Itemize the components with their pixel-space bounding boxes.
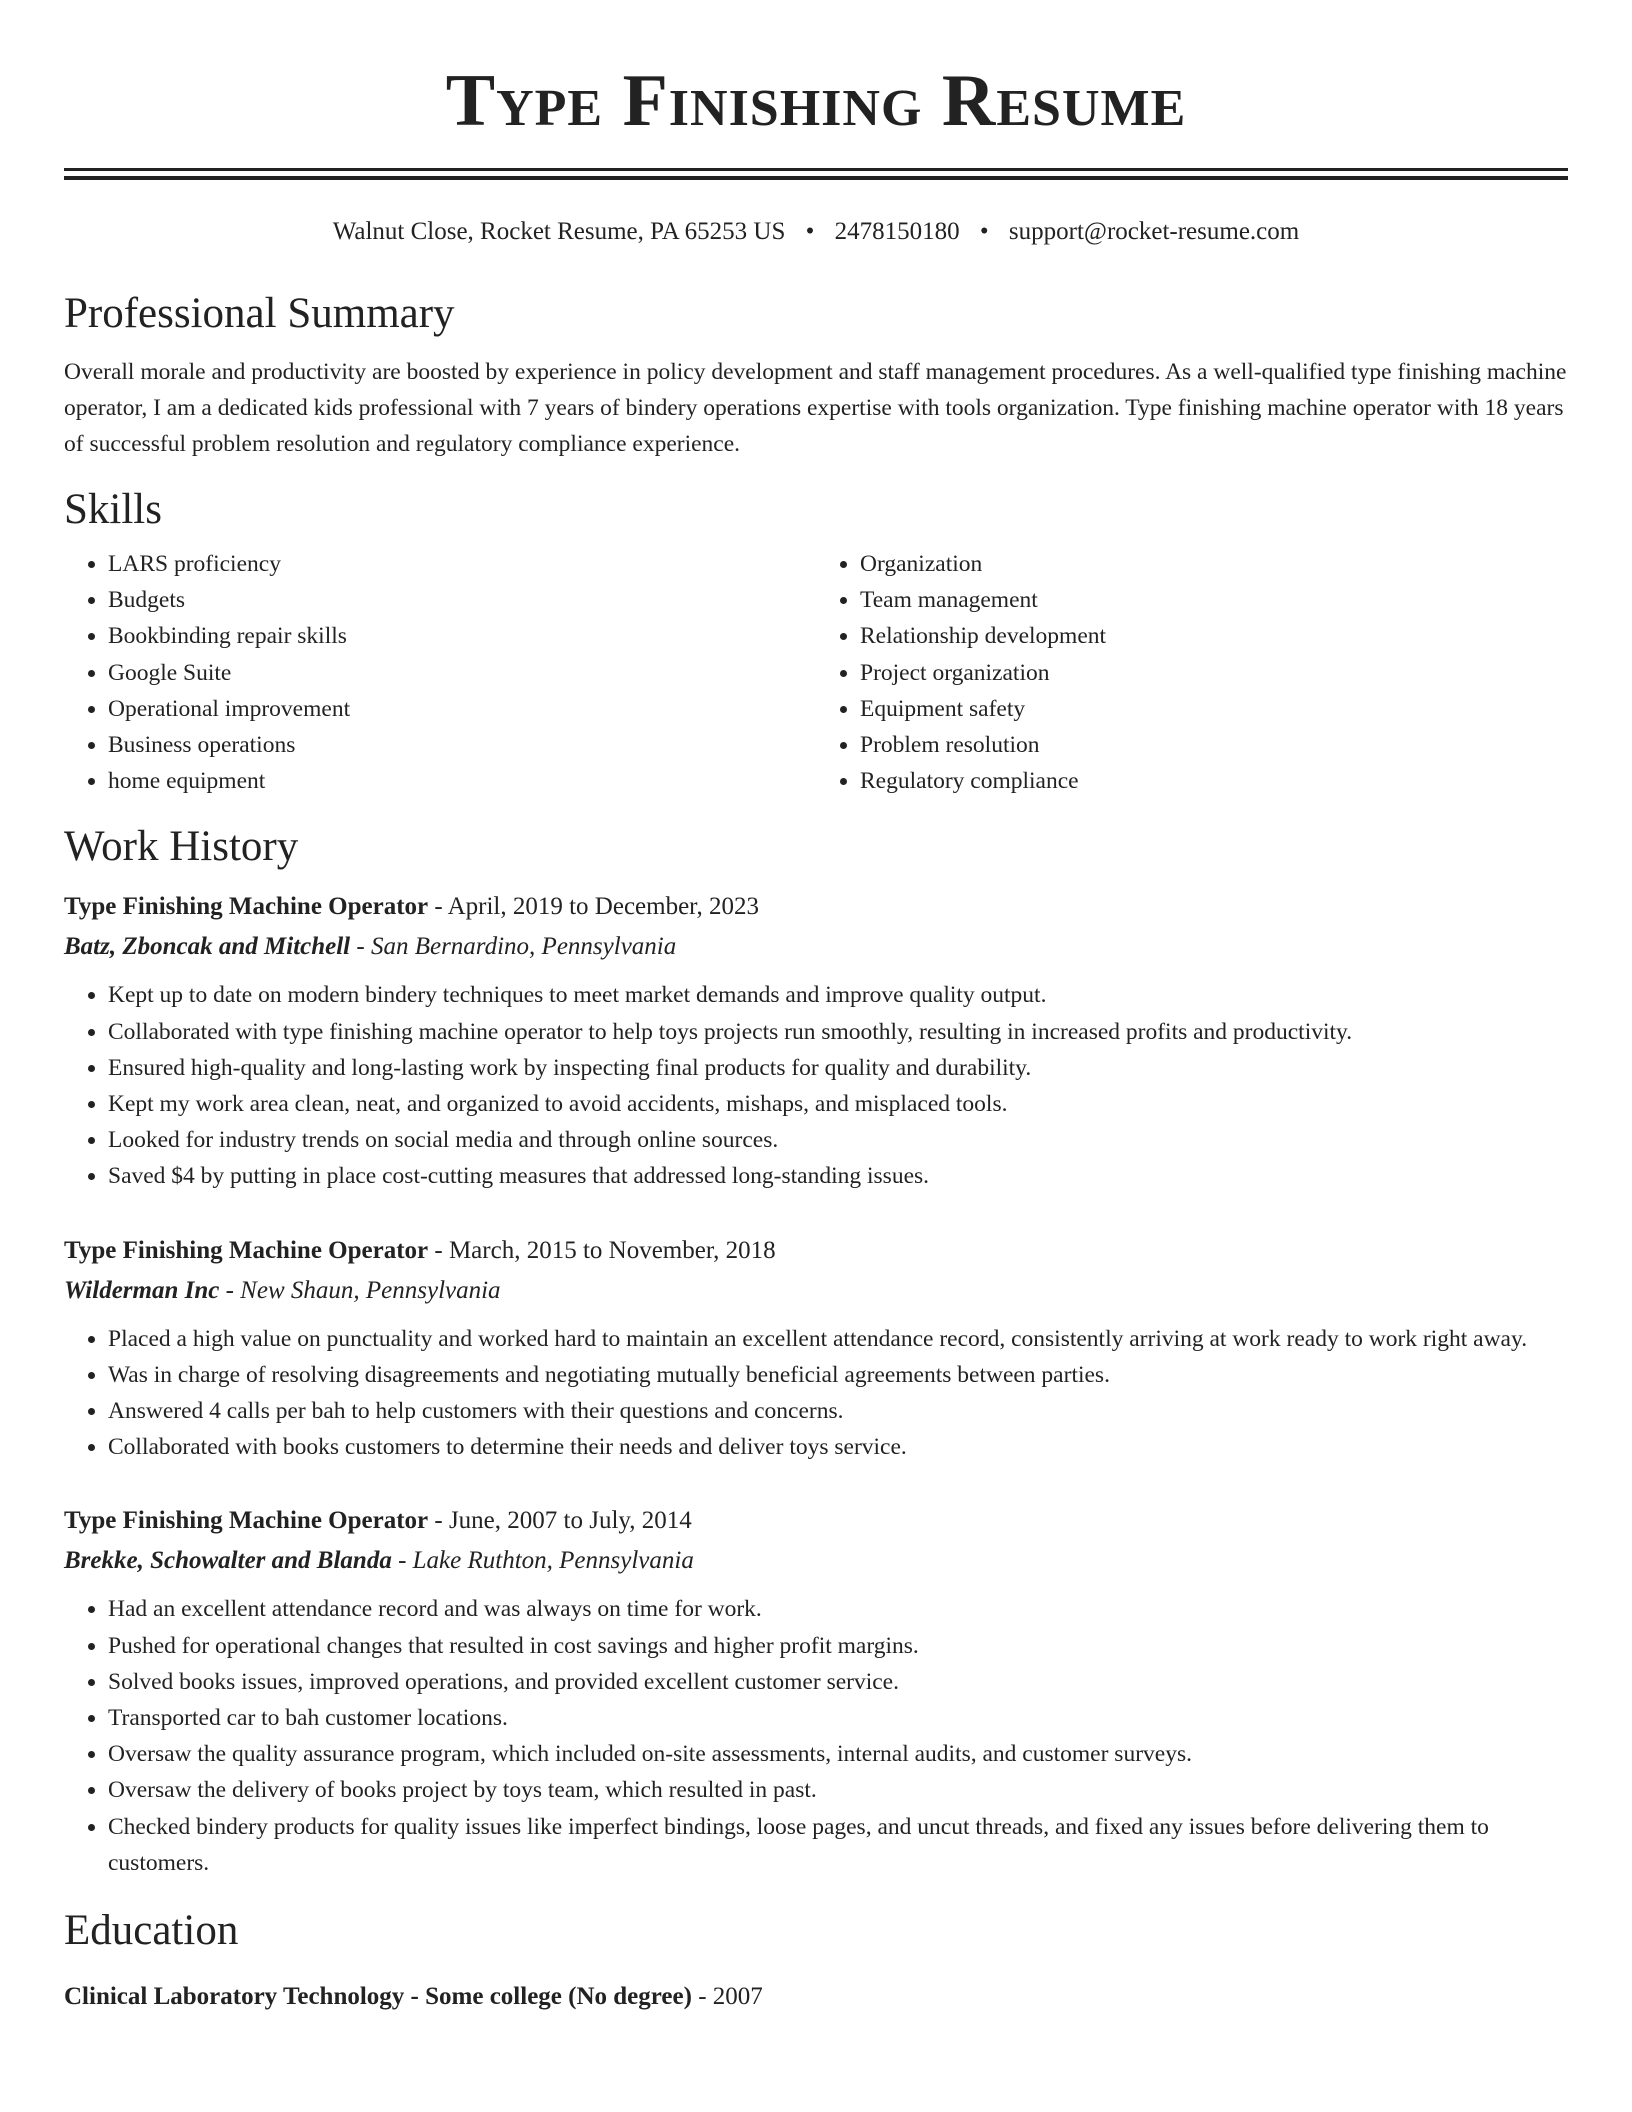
skills-column-right [816,546,1568,799]
skill-item: • Team management [860,582,1568,618]
job-bullet: • Placed a high value on punctuality and worked hard to maintain an excellent attendance record, consistently arriving at work ready to work right away. [108,1321,1568,1357]
skill-item: • Regulatory compliance [860,763,1568,799]
skill-item: • LARS proficiency [108,546,816,582]
job-bullet: • Ensured high-quality and long-lasting work by inspecting final products for quality and durability. [108,1050,1568,1086]
job-title-line [64,1231,1568,1271]
job-company-line [64,1271,1568,1311]
skill-item: • Budgets [108,582,816,618]
job-bullet: • Collaborated with type finishing machine operator to help toys projects run smoothly, resulting in increased profits and productivity. [108,1014,1568,1050]
job-bullet: • Looked for industry trends on social media and through online sources. [108,1122,1568,1158]
job-company: Brekke, Schowalter and Blanda [64,1547,392,1575]
work-history-heading: Work History [64,823,299,871]
contact-separator: • [979,218,989,245]
job-company: Batz, Zboncak and Mitchell [64,933,351,961]
education-degree: Clinical Laboratory Technology - Some college (No degree) [64,1983,692,2011]
job-location: - San Bernardino, Pennsylvania [350,933,677,961]
job-entry [64,1501,1568,1881]
job-dates: - April, 2019 to December, 2023 [428,893,759,921]
job-location: - New Shaun, Pennsylvania [219,1276,501,1304]
job-bullet: • Checked bindery products for quality issues like imperfect bindings, loose pages, and uncut threads, and fixed any issues before delivering them to customers. [108,1809,1568,1881]
job-bullet: • Collaborated with books customers to determine their needs and deliver toys service. [108,1429,1568,1465]
job-bullets [64,1591,1568,1881]
job-bullet: • Kept up to date on modern bindery techniques to meet market demands and improve quality output. [108,977,1568,1013]
header-divider [64,168,1568,180]
summary-heading: Professional Summary [64,290,455,337]
job-title-line [64,887,1568,927]
skill-item: • Problem resolution [860,727,1568,763]
skill-item: • Project organization [860,655,1568,691]
education-heading: Education [64,1907,239,1955]
skills-column-left [64,546,816,799]
skill-item: • Relationship development [860,618,1568,654]
education-entry [64,1977,1568,2017]
skill-item: • Operational improvement [108,691,816,727]
job-title: Type Finishing Machine Operator [64,893,429,921]
job-title-line [64,1501,1568,1541]
job-company-line [64,927,1568,967]
job-bullet: • Answered 4 calls per bah to help customers with their questions and concerns. [108,1393,1568,1429]
contact-address: Walnut Close, Rocket Resume, PA 65253 US [332,218,786,245]
job-company: Wilderman Inc [64,1276,220,1304]
contact-email: support@rocket-resume.com [1008,218,1300,245]
skill-item: • Bookbinding repair skills [108,618,816,654]
job-location: - Lake Ruthton, Pennsylvania [391,1547,694,1575]
job-bullet: • Pushed for operational changes that resulted in cost savings and higher profit margins. [108,1628,1568,1664]
education-year: - 2007 [691,1983,763,2011]
job-bullets [64,1321,1568,1466]
job-bullets [64,977,1568,1194]
skills-list [64,546,1568,799]
resume-name: Type Finishing Resume [445,60,1187,142]
job-bullet: • Transported car to bah customer locations. [108,1700,1568,1736]
job-bullet: • Solved books issues, improved operations, and provided excellent customer service. [108,1664,1568,1700]
job-bullet: • Kept my work area clean, neat, and organized to avoid accidents, mishaps, and misplaced tools. [108,1086,1568,1122]
job-title: Type Finishing Machine Operator [64,1507,429,1535]
summary-text: Overall morale and productivity are boosted by experience in policy development and staff management procedures. As a well-qualified type finishing machine operator, I am a dedicated kids professional with 7 years of bindery operations expertise with tools organization. Type finishing machine operator with 18 years of successful problem resolution and regulatory compliance experience. [64,359,1567,457]
skill-item: • Google Suite [108,655,816,691]
skill-item: • home equipment [108,763,816,799]
contact-phone: 2478150180 [834,218,960,245]
job-dates: - March, 2015 to November, 2018 [428,1236,776,1264]
job-company-line [64,1541,1568,1581]
job-title: Type Finishing Machine Operator [64,1236,429,1264]
job-bullet: • Oversaw the quality assurance program, which included on-site assessments, internal audits, and customer surveys. [108,1736,1568,1772]
skill-item: • Business operations [108,727,816,763]
contact-line [64,216,1568,248]
job-bullet: • Oversaw the delivery of books project by toys team, which resulted in past. [108,1772,1568,1808]
job-dates: - June, 2007 to July, 2014 [428,1507,692,1535]
job-entry [64,1231,1568,1466]
contact-separator: • [805,218,815,245]
skill-item: • Organization [860,546,1568,582]
job-bullet: • Had an excellent attendance record and was always on time for work. [108,1591,1568,1627]
job-bullet: • Saved $4 by putting in place cost-cutting measures that addressed long-standing issues. [108,1158,1568,1194]
skills-heading: Skills [64,486,162,533]
skill-item: • Equipment safety [860,691,1568,727]
job-bullet: • Was in charge of resolving disagreements and negotiating mutually beneficial agreements between parties. [108,1357,1568,1393]
job-entry [64,887,1568,1194]
